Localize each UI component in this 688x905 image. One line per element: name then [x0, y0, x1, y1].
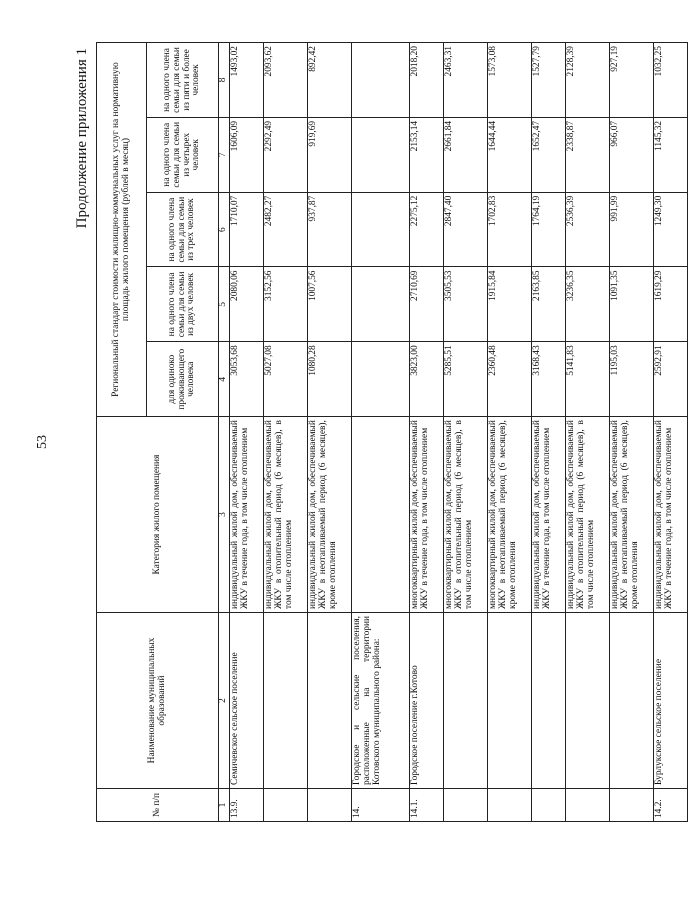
row-number [307, 789, 351, 822]
row-number [609, 789, 653, 822]
housing-category [351, 417, 409, 613]
row-number: 14. [351, 789, 409, 822]
municipality-name [487, 612, 531, 788]
table-row [531, 43, 565, 822]
value-cell: 3823,00 [409, 342, 443, 417]
value-cell: 991,99 [609, 192, 653, 267]
header-sub-3: на одного члена семьи для семьи из трех человек [147, 192, 219, 267]
value-cell: 2163,85 [531, 267, 565, 342]
header-sub-1: для одиноко проживающего человека [147, 342, 219, 417]
value-cell: 2153,14 [409, 117, 443, 192]
row-number [443, 789, 487, 822]
header-name: Наименование муниципальных образований [97, 612, 219, 788]
value-cell: 1710,07 [229, 192, 263, 267]
table-row [565, 43, 609, 822]
value-cell: 5027,08 [263, 342, 307, 417]
municipality-name [263, 612, 307, 788]
housing-category: многоквартирный жилой дом, обеспечиваемый ЖКУ в неотапливаемый период (6 месяцев), кроме отопления [487, 417, 531, 613]
value-cell: 3236,35 [565, 267, 609, 342]
table-row [229, 43, 263, 822]
value-cell: 1195,03 [609, 342, 653, 417]
value-cell: 1702,83 [487, 192, 531, 267]
header-sub-5: на одного члена семьи для семьи из пяти и более человек [147, 43, 219, 118]
value-cell [351, 117, 409, 192]
municipality-name: Семичевское сельское поселение [229, 612, 263, 788]
value-cell: 2093,62 [263, 43, 307, 118]
rotated-page-content [74, 42, 674, 822]
value-cell [351, 43, 409, 118]
value-cell: 2592,91 [653, 342, 687, 417]
column-numbers-row [219, 43, 230, 822]
value-cell: 892,42 [307, 43, 351, 118]
table-row [609, 43, 653, 822]
col-number: 6 [219, 192, 230, 267]
housing-category: индивидуальный жилой дом, обеспечиваемый ЖКУ в отопительный период (6 месяцев), в том числе отоплением [263, 417, 307, 613]
value-cell: 2847,40 [443, 192, 487, 267]
value-cell: 1915,84 [487, 267, 531, 342]
table-row [443, 43, 487, 822]
header-category: Категория жилого помещения [97, 417, 219, 613]
value-cell [351, 267, 409, 342]
value-cell: 2292,49 [263, 117, 307, 192]
municipality-name [443, 612, 487, 788]
value-cell: 2536,39 [565, 192, 609, 267]
col-number: 2 [219, 612, 230, 788]
table-row [409, 43, 443, 822]
value-cell: 1527,79 [531, 43, 565, 118]
col-number: 4 [219, 342, 230, 417]
value-cell: 1573,08 [487, 43, 531, 118]
value-cell: 2275,12 [409, 192, 443, 267]
value-cell [351, 192, 409, 267]
header-sub-4: на одного члена семьи для семьи из четырех человек [147, 117, 219, 192]
row-number [565, 789, 609, 822]
housing-category: индивидуальный жилой дом, обеспечиваемый ЖКУ в неотапливаемый период (6 месяцев), кроме отопления [609, 417, 653, 613]
header-sub-2: на одного члена семьи для семьи из двух человек [147, 267, 219, 342]
municipality-name [531, 612, 565, 788]
housing-category: индивидуальный жилой дом, обеспечиваемый ЖКУ в течение года, в том числе отоплением [229, 417, 263, 613]
value-cell: 2080,06 [229, 267, 263, 342]
value-cell: 3168,43 [531, 342, 565, 417]
municipality-name: Городское и сельские поселения, расположенные на территории Котовского муниципального района: [351, 612, 409, 788]
col-number: 1 [219, 789, 230, 822]
table-row [307, 43, 351, 822]
value-cell: 1493,02 [229, 43, 263, 118]
value-cell: 1032,25 [653, 43, 687, 118]
value-cell [351, 342, 409, 417]
value-cell: 937,87 [307, 192, 351, 267]
value-cell: 1145,32 [653, 117, 687, 192]
col-number: 8 [219, 43, 230, 118]
value-cell: 2710,69 [409, 267, 443, 342]
table-row [653, 43, 687, 822]
standards-table [96, 42, 688, 822]
value-cell: 1764,19 [531, 192, 565, 267]
appendix-caption: Продолжение приложения 1 [74, 48, 90, 229]
municipality-name [609, 612, 653, 788]
value-cell: 2360,48 [487, 342, 531, 417]
table-row [351, 43, 409, 822]
value-cell: 2463,31 [443, 43, 487, 118]
value-cell: 1606,09 [229, 117, 263, 192]
value-cell: 966,07 [609, 117, 653, 192]
value-cell: 1644,44 [487, 117, 531, 192]
municipality-name: Бурлукское сельское поселение [653, 612, 687, 788]
municipality-name [565, 612, 609, 788]
row-number: 14.2. [653, 789, 687, 822]
row-number [531, 789, 565, 822]
value-cell: 2661,84 [443, 117, 487, 192]
row-number [487, 789, 531, 822]
housing-category: многоквартирный жилой дом, обеспечиваемый ЖКУ в течение года, в том числе отоплением [409, 417, 443, 613]
value-cell: 1007,56 [307, 267, 351, 342]
value-cell: 5141,83 [565, 342, 609, 417]
value-cell: 5285,51 [443, 342, 487, 417]
col-number: 5 [219, 267, 230, 342]
col-number: 7 [219, 117, 230, 192]
value-cell: 2128,39 [565, 43, 609, 118]
value-cell: 1652,47 [531, 117, 565, 192]
row-number [263, 789, 307, 822]
value-cell: 1249,30 [653, 192, 687, 267]
value-cell: 919,69 [307, 117, 351, 192]
housing-category: индивидуальный жилой дом, обеспечиваемый ЖКУ в неотапливаемый период (6 месяцев), кроме отопления [307, 417, 351, 613]
housing-category: индивидуальный жилой дом, обеспечиваемый ЖКУ в течение года, в том числе отоплением [653, 417, 687, 613]
table-body [229, 43, 687, 822]
row-number: 14.1. [409, 789, 443, 822]
value-cell: 3053,68 [229, 342, 263, 417]
row-number: 13.9. [229, 789, 263, 822]
header-no: № п/п [97, 789, 219, 822]
value-cell: 1080,28 [307, 342, 351, 417]
value-cell: 3152,56 [263, 267, 307, 342]
page-number: 53 [35, 435, 50, 449]
municipality-name: Городское поселение г.Котово [409, 612, 443, 788]
value-cell: 1091,35 [609, 267, 653, 342]
value-cell: 3505,53 [443, 267, 487, 342]
value-cell: 2018,20 [409, 43, 443, 118]
table-row [487, 43, 531, 822]
value-cell: 2482,27 [263, 192, 307, 267]
value-cell: 1619,29 [653, 267, 687, 342]
municipality-name [307, 612, 351, 788]
value-cell: 2338,87 [565, 117, 609, 192]
housing-category: индивидуальный жилой дом, обеспечиваемый ЖКУ в отопительный период (6 месяцев), в том числе отоплением [565, 417, 609, 613]
housing-category: многоквартирный жилой дом, обеспечиваемый ЖКУ в отопительный период (6 месяцев), в том числе отоплением [443, 417, 487, 613]
value-cell: 927,19 [609, 43, 653, 118]
table-row [263, 43, 307, 822]
header-standard: Региональный стандарт стоимости жилищно-коммунальных услуг на нормативную площадь жилого помещения (рублей в месяц) [97, 43, 147, 417]
housing-category: индивидуальный жилой дом, обеспечиваемый ЖКУ в течение года, в том числе отоплением [531, 417, 565, 613]
col-number: 3 [219, 417, 230, 613]
